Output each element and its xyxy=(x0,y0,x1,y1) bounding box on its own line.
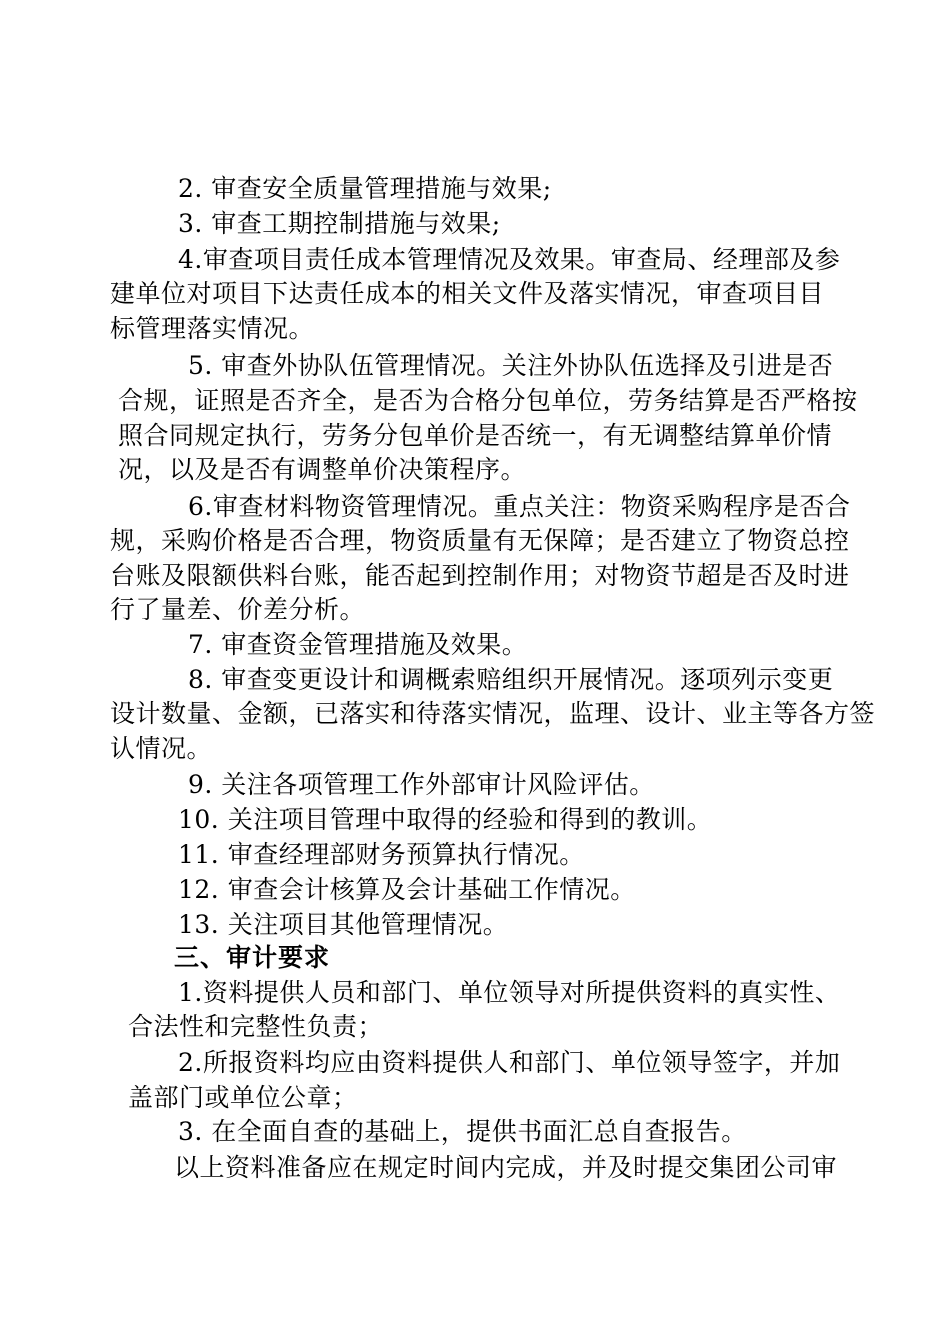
list-item-2: 2. 审查安全质量管理措施与效果; xyxy=(178,174,552,203)
section-heading: 三、审计要求 xyxy=(174,943,331,972)
list-item-4-line-3: 标管理落实情况。 xyxy=(110,314,315,343)
list-item-6-line-3: 台账及限额供料台账，能否起到控制作用；对物资节超是否及时进 xyxy=(110,561,850,590)
list-item-6-line-1: 6.审查材料物资管理情况。重点关注：物资采购程序是否合 xyxy=(188,492,851,521)
requirement-1-line-1: 1.资料提供人员和部门、单位领导对所提供资料的真实性、 xyxy=(178,978,841,1007)
list-item-5-line-3: 照合同规定执行，劳务分包单价是否统一，有无调整结算单价情 xyxy=(118,421,833,450)
requirement-2-line-2: 盖部门或单位公章； xyxy=(128,1083,358,1112)
list-item-8-line-3: 认情况。 xyxy=(110,734,213,763)
list-item-5-line-2: 合规，证照是否齐全，是否为合格分包单位，劳务结算是否严格按 xyxy=(118,386,858,415)
list-item-13: 13. 关注项目其他管理情况。 xyxy=(178,910,509,939)
list-item-10: 10. 关注项目管理中取得的经验和得到的教训。 xyxy=(178,805,713,834)
list-item-7: 7. 审查资金管理措施及效果。 xyxy=(188,630,528,659)
list-item-6-line-4: 行了量差、价差分析。 xyxy=(110,595,366,624)
list-item-11: 11. 审查经理部财务预算执行情况。 xyxy=(178,840,585,869)
list-item-3: 3. 审查工期控制措施与效果; xyxy=(178,209,501,238)
list-item-4-line-1: 4.审查项目责任成本管理情况及效果。审查局、经理部及参 xyxy=(178,245,841,274)
list-item-5-line-4: 况，以及是否有调整单价决策程序。 xyxy=(118,455,527,484)
list-item-12: 12. 审查会计核算及会计基础工作情况。 xyxy=(178,875,636,904)
requirement-3: 3. 在全面自查的基础上，提供书面汇总自查报告。 xyxy=(178,1117,747,1146)
requirement-1-line-2: 合法性和完整性负责； xyxy=(128,1012,384,1041)
list-item-5-line-1: 5. 审查外协队伍管理情况。关注外协队伍选择及引进是否 xyxy=(188,351,834,380)
list-item-8-line-1: 8. 审查变更设计和调概索赔组织开展情况。逐项列示变更 xyxy=(188,665,834,694)
list-item-4-line-2: 建单位对项目下达责任成本的相关文件及落实情况，审查项目目 xyxy=(110,279,825,308)
list-item-6-line-2: 规，采购价格是否合理，物资质量有无保障；是否建立了物资总控 xyxy=(110,526,850,555)
list-item-9: 9. 关注各项管理工作外部审计风险评估。 xyxy=(188,770,655,799)
list-item-8-line-2: 设计数量、金额，已落实和待落实情况，监理、设计、业主等各方签 xyxy=(110,699,876,728)
closing-paragraph: 以上资料准备应在规定时间内完成，并及时提交集团公司审 xyxy=(174,1153,838,1182)
requirement-2-line-1: 2.所报资料均应由资料提供人和部门、单位领导签字，并加 xyxy=(178,1048,841,1077)
